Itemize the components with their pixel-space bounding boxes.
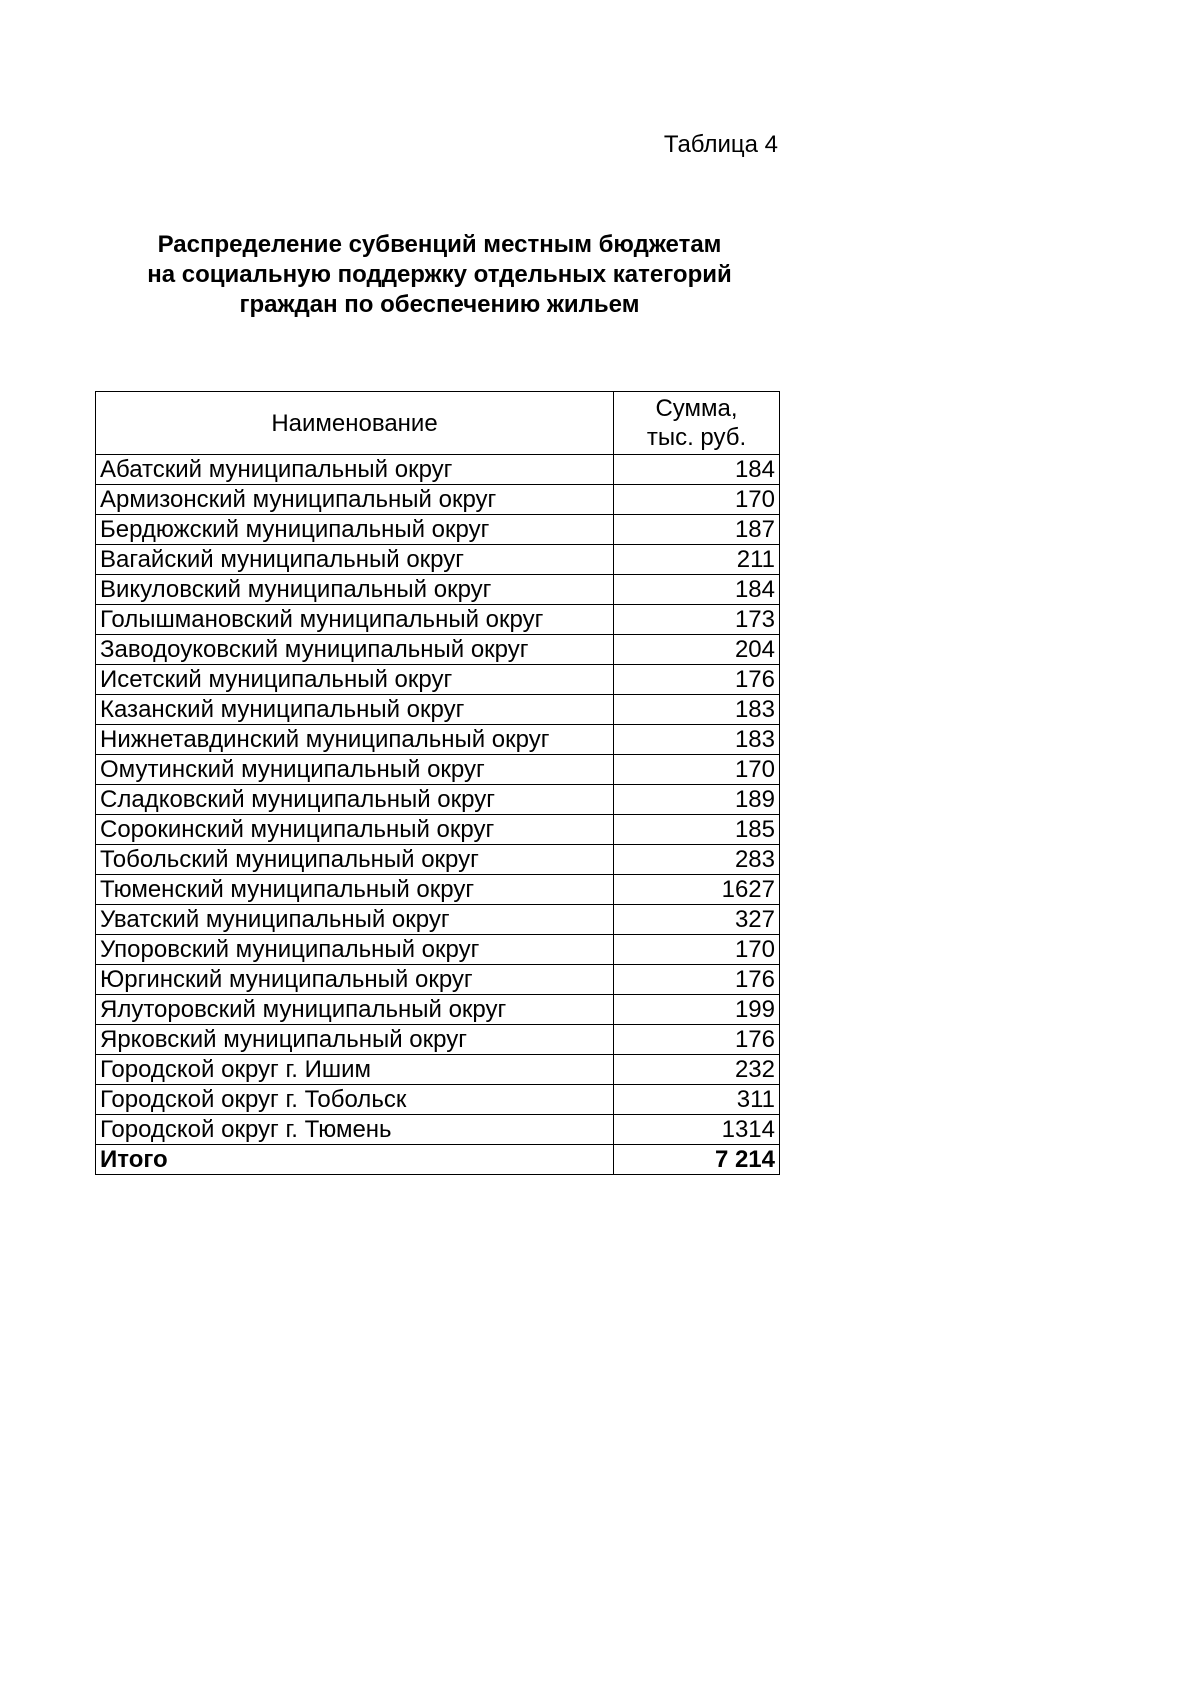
row-name: Юргинский муниципальный округ xyxy=(96,965,614,995)
table-row xyxy=(96,575,780,605)
row-name: Нижнетавдинский муниципальный округ xyxy=(96,725,614,755)
row-sum: 187 xyxy=(614,515,780,545)
table-row xyxy=(96,1115,780,1145)
table-row xyxy=(96,785,780,815)
row-sum: 1627 xyxy=(614,875,780,905)
row-sum: 232 xyxy=(614,1055,780,1085)
table-row xyxy=(96,455,780,485)
row-sum: 184 xyxy=(614,455,780,485)
row-name: Уватский муниципальный округ xyxy=(96,905,614,935)
table-row xyxy=(96,665,780,695)
title-line: на социальную поддержку отдельных категорий xyxy=(147,261,732,288)
row-sum: 204 xyxy=(614,635,780,665)
column-header-name: Наименование xyxy=(96,392,614,455)
row-sum: 199 xyxy=(614,995,780,1025)
total-sum: 7 214 xyxy=(614,1145,780,1175)
column-header-sum-line: тыс. руб. xyxy=(646,424,747,451)
row-sum: 170 xyxy=(614,485,780,515)
row-name: Викуловский муниципальный округ xyxy=(96,575,614,605)
row-name: Упоровский муниципальный округ xyxy=(96,935,614,965)
row-name: Исетский муниципальный округ xyxy=(96,665,614,695)
row-sum: 311 xyxy=(614,1085,780,1115)
table-row xyxy=(96,905,780,935)
table-body xyxy=(96,455,780,1145)
row-name: Армизонский муниципальный округ xyxy=(96,485,614,515)
table-row xyxy=(96,545,780,575)
table-row xyxy=(96,725,780,755)
row-sum: 170 xyxy=(614,755,780,785)
row-sum: 176 xyxy=(614,965,780,995)
row-sum: 173 xyxy=(614,605,780,635)
title-line: Распределение субвенций местным бюджетам xyxy=(157,231,722,258)
table-row xyxy=(96,695,780,725)
row-name: Казанский муниципальный округ xyxy=(96,695,614,725)
row-sum: 176 xyxy=(614,1025,780,1055)
row-sum: 327 xyxy=(614,905,780,935)
table-row xyxy=(96,635,780,665)
table-row xyxy=(96,845,780,875)
row-sum: 184 xyxy=(614,575,780,605)
document-title xyxy=(95,230,784,320)
row-sum: 176 xyxy=(614,665,780,695)
row-name: Тобольский муниципальный округ xyxy=(96,845,614,875)
table-row xyxy=(96,755,780,785)
row-sum: 1314 xyxy=(614,1115,780,1145)
row-name: Омутинский муниципальный округ xyxy=(96,755,614,785)
table-row xyxy=(96,935,780,965)
row-name: Городской округ г. Тобольск xyxy=(96,1085,614,1115)
row-name: Заводоуковский муниципальный округ xyxy=(96,635,614,665)
table-row xyxy=(96,995,780,1025)
table-row xyxy=(96,485,780,515)
row-sum: 283 xyxy=(614,845,780,875)
title-line: граждан по обеспечению жильем xyxy=(239,291,640,318)
table-row xyxy=(96,1055,780,1085)
total-label: Итого xyxy=(96,1145,614,1175)
subventions-table xyxy=(95,391,780,1175)
row-name: Городской округ г. Ишим xyxy=(96,1055,614,1085)
row-sum: 185 xyxy=(614,815,780,845)
row-sum: 183 xyxy=(614,725,780,755)
row-name: Городской округ г. Тюмень xyxy=(96,1115,614,1145)
row-sum: 170 xyxy=(614,935,780,965)
table-header-row xyxy=(96,392,780,455)
row-name: Ярковский муниципальный округ xyxy=(96,1025,614,1055)
table-number: Таблица 4 xyxy=(663,131,778,158)
row-name: Сорокинский муниципальный округ xyxy=(96,815,614,845)
row-name: Вагайский муниципальный округ xyxy=(96,545,614,575)
row-sum: 211 xyxy=(614,545,780,575)
row-name: Голышмановский муниципальный округ xyxy=(96,605,614,635)
table-row xyxy=(96,1085,780,1115)
table-row xyxy=(96,515,780,545)
column-header-sum-line: Сумма, xyxy=(655,395,738,422)
row-name: Сладковский муниципальный округ xyxy=(96,785,614,815)
row-name: Бердюжский муниципальный округ xyxy=(96,515,614,545)
row-name: Тюменский муниципальный округ xyxy=(96,875,614,905)
table-row xyxy=(96,875,780,905)
table-row xyxy=(96,965,780,995)
row-name: Абатский муниципальный округ xyxy=(96,455,614,485)
table-row xyxy=(96,605,780,635)
table-row xyxy=(96,1025,780,1055)
column-header-sum xyxy=(614,392,780,455)
row-sum: 183 xyxy=(614,695,780,725)
table-row xyxy=(96,815,780,845)
total-row xyxy=(96,1145,780,1175)
row-name: Ялуторовский муниципальный округ xyxy=(96,995,614,1025)
row-sum: 189 xyxy=(614,785,780,815)
